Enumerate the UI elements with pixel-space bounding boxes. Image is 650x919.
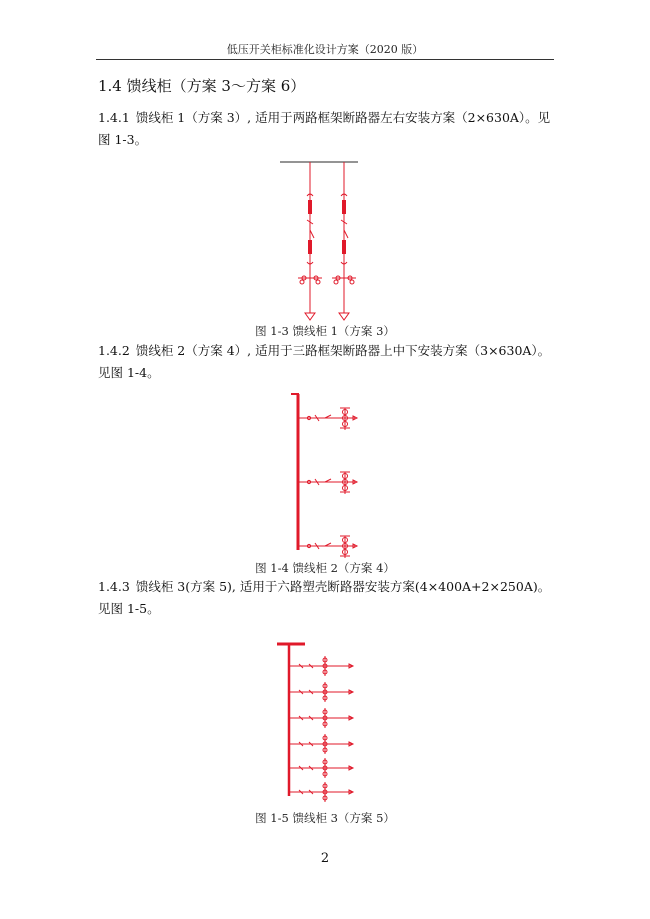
feeder-circuit-6 — [289, 782, 353, 802]
paragraph-text: 馈线柜 2（方案 4）, 适用于三路框架断路器上中下安装方案（3×630A）。 — [135, 343, 551, 358]
feeder-circuit-right — [332, 162, 356, 320]
paragraph-1-4-3 — [98, 576, 554, 620]
running-header: 低压开关柜标准化设计方案（2020 版） — [226, 43, 424, 56]
paragraph-continuation: 见图 1-5。 — [98, 601, 160, 616]
feeder-circuit-4 — [289, 734, 353, 754]
section-title: 馈线柜（方案 3～方案 6） — [126, 77, 306, 95]
figure-1-3-diagram — [280, 158, 380, 328]
paragraph-text: 馈线柜 1（方案 3）, 适用于两路框架断路器左右安装方案（2×630A）。见 — [135, 110, 551, 125]
header-rule — [96, 59, 554, 60]
figure-1-3-caption: 图 1-3 馈线柜 1（方案 3） — [255, 324, 395, 338]
section-heading — [98, 75, 305, 96]
paragraph-text: 馈线柜 3(方案 5), 适用于六路塑壳断路器安装方案(4×400A+2×250A)。 — [135, 579, 551, 594]
figure-1-4-diagram — [285, 390, 365, 560]
feeder-circuit-bottom — [298, 536, 357, 558]
figure-1-4-caption: 图 1-4 馈线柜 2（方案 4） — [255, 561, 395, 575]
paragraph-number: 1.4.2 — [98, 343, 130, 358]
feeder-circuit-middle — [298, 472, 357, 494]
paragraph-number: 1.4.3 — [98, 579, 130, 594]
paragraph-continuation: 图 1-3。 — [98, 132, 148, 147]
paragraph-number: 1.4.1 — [98, 110, 130, 125]
feeder-circuit-left — [298, 162, 322, 320]
paragraph-1-4-2 — [98, 340, 554, 384]
feeder-circuit-2 — [289, 682, 353, 702]
feeder-circuit-top — [298, 408, 357, 430]
paragraph-1-4-1 — [98, 107, 554, 151]
page-number: 2 — [320, 851, 330, 866]
figure-1-5-caption: 图 1-5 馈线柜 3（方案 5） — [255, 811, 395, 825]
feeder-circuit-1 — [289, 656, 353, 676]
paragraph-continuation: 见图 1-4。 — [98, 365, 160, 380]
feeder-circuit-5 — [289, 758, 353, 778]
section-number: 1.4 — [98, 77, 122, 95]
feeder-circuit-3 — [289, 708, 353, 728]
figure-1-5-diagram — [275, 640, 365, 810]
